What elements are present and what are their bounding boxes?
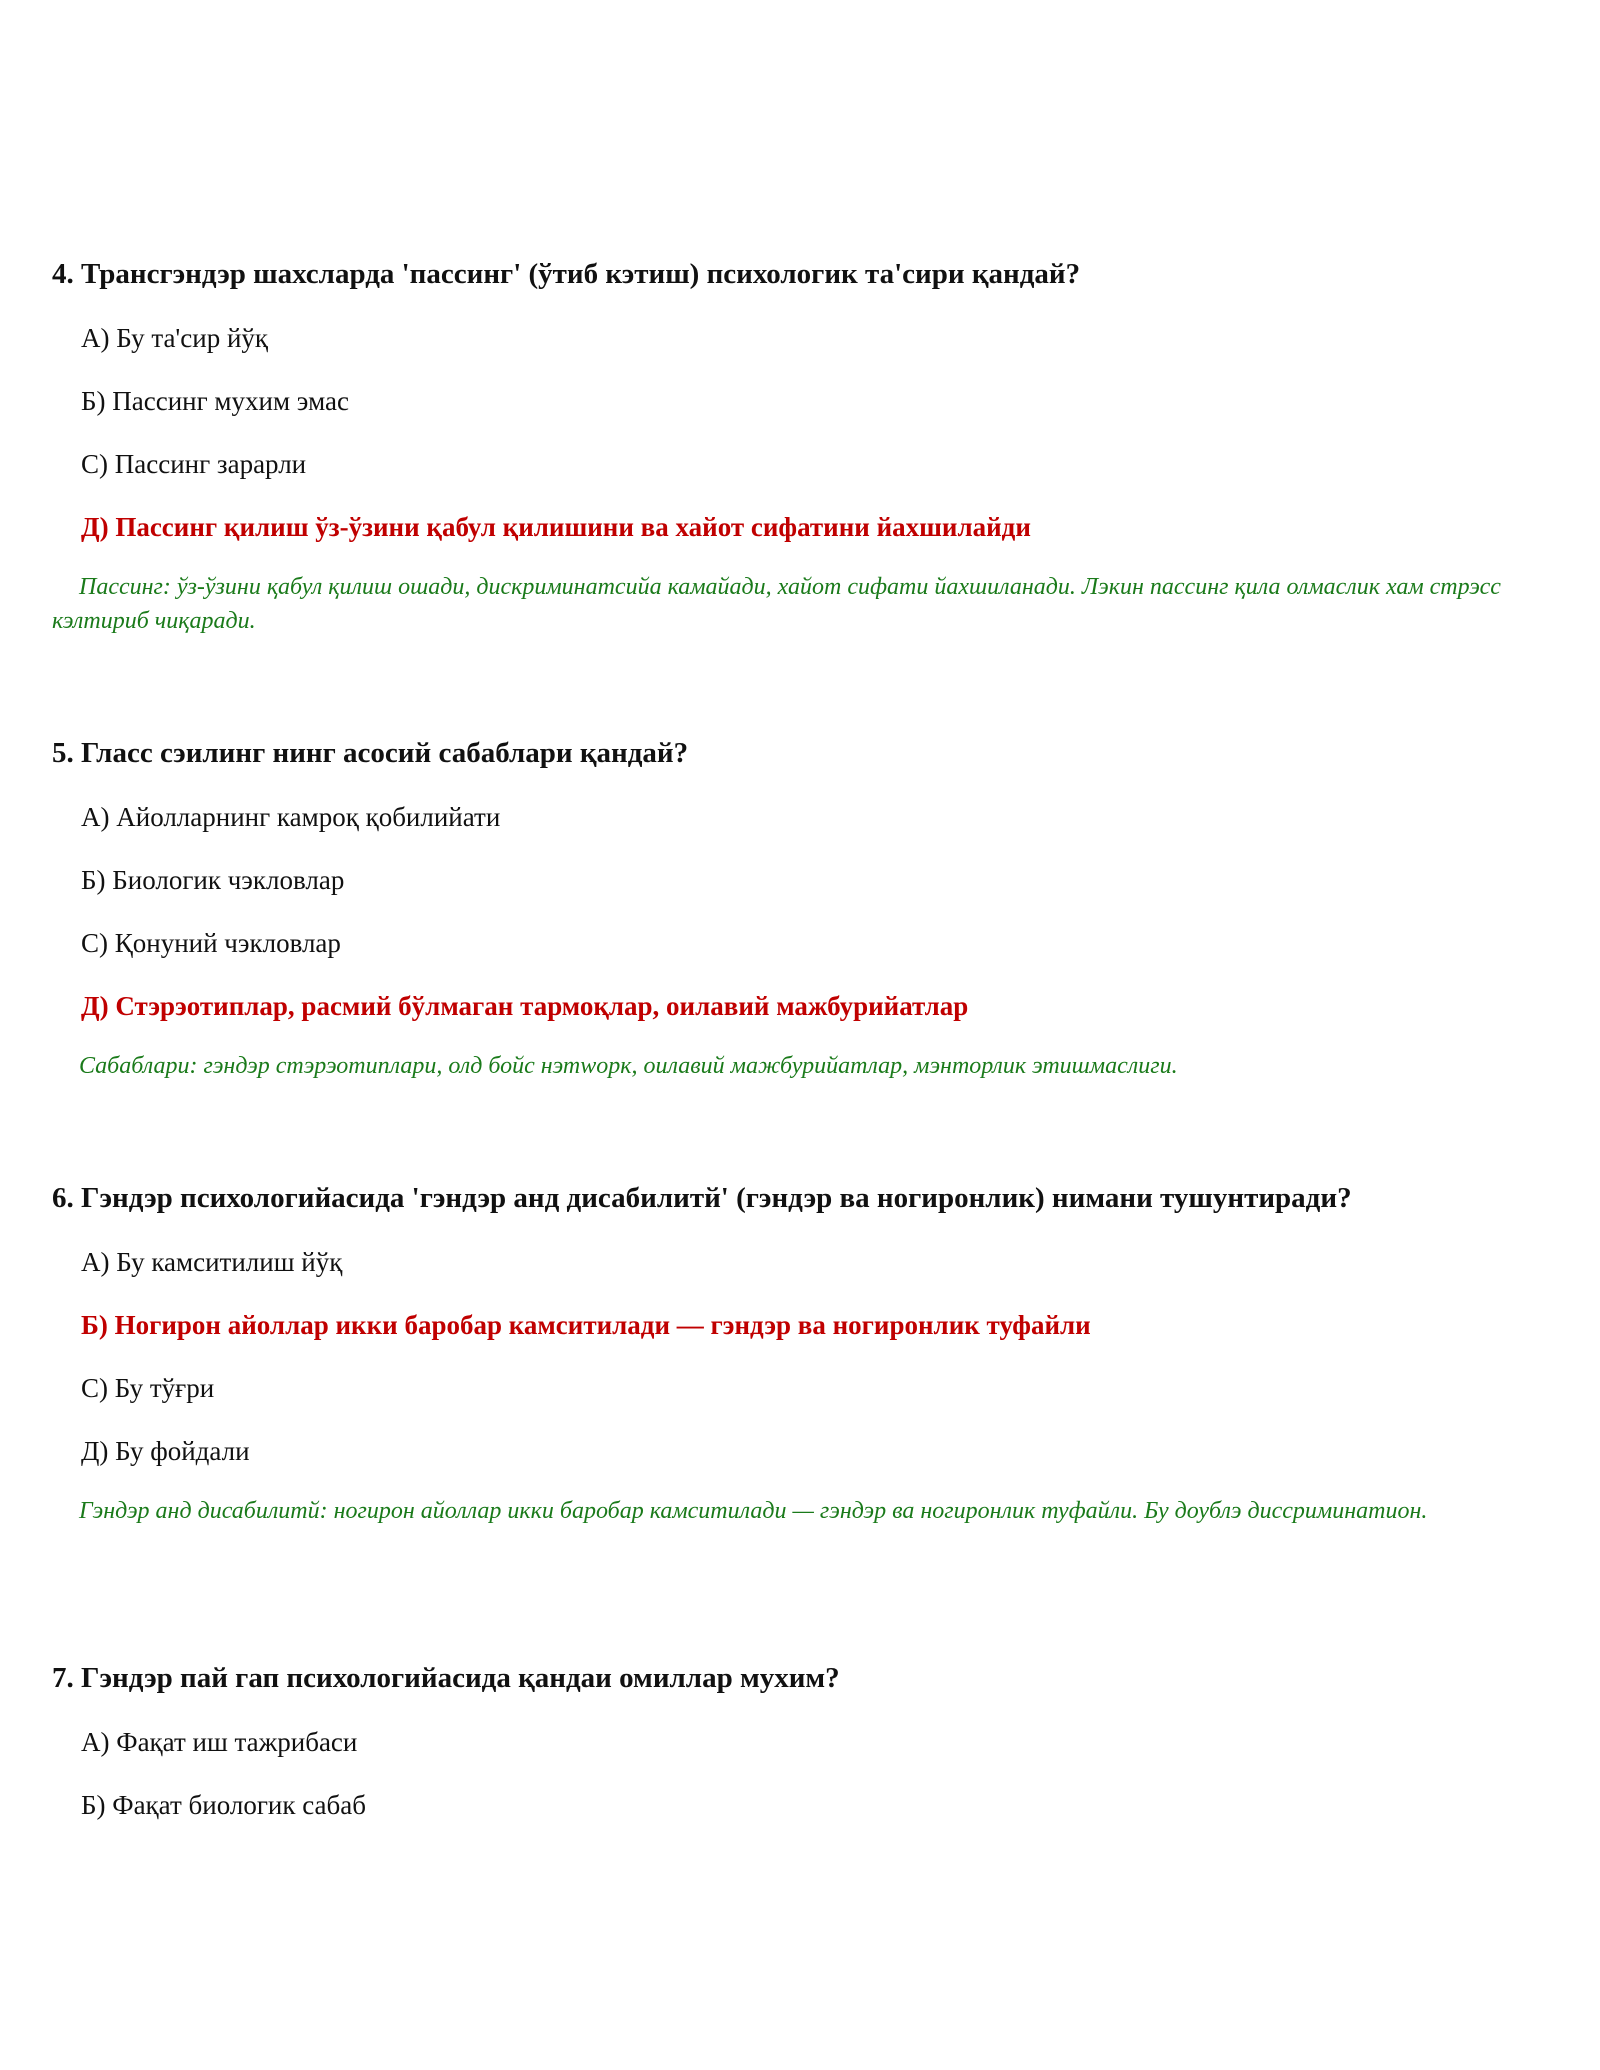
question-title: 7. Гэндэр пай гап психологийасида қандаи омиллар мухим? <box>52 1662 840 1694</box>
question-title: 5. Гласс сэилинг нинг асосий сабаблари қандай? <box>52 737 689 769</box>
option-b: Б) Пассинг мухим эмас <box>81 386 350 416</box>
question-title: 6. Гэндэр психологийасида 'гэндэр анд дисабилитй' (гэндэр ва ногиронлик) нимани тушунтиради? <box>52 1182 1352 1214</box>
option-c: С) Бу тўғри <box>81 1373 215 1403</box>
question-title: 4. Трансгэндэр шахсларда 'пассинг' (ўтиб кэтиш) психологик та'сири қандай? <box>52 258 1081 290</box>
question-6 <box>52 1180 1552 1524</box>
question-4 <box>52 256 1552 634</box>
option-d: Д) Бу фойдали <box>81 1436 250 1466</box>
option-b-correct: Б) Ногирон айоллар икки баробар камситилади — гэндэр ва ногиронлик туфайли <box>81 1310 1091 1340</box>
answer-explanation: Гэндэр анд дисабилитй: ногирон айоллар икки баробар камситилади — гэндэр ва ногиронлик туфайли. Бу доублэ дисcриминатион. <box>79 1498 1428 1524</box>
option-d-correct: Д) Стэрэотиплар, расмий бўлмаган тармоқлар, оилавий мажбурийатлар <box>81 991 969 1021</box>
option-a: А) Бу камситилиш йўқ <box>81 1247 343 1277</box>
option-c: С) Қонуний чэкловлар <box>81 928 341 958</box>
answer-explanation: Сабаблари: гэндэр стэрэотиплари, олд бойс нэтwорк, оилавий мажбурийатлар, мэнторлик этишмаслиги. <box>79 1053 1178 1079</box>
option-a: А) Айолларнинг камроқ қобилийати <box>81 802 501 832</box>
question-7 <box>52 1660 1552 1820</box>
option-b: Б) Фақат биологик сабаб <box>81 1790 366 1820</box>
answer-explanation: Пассинг: ўз-ўзини қабул қилиш ошади, дискриминатсийа камайади, хайот сифати йахшиланади. Лэкин пассинг қила олмаслик хам стрэсс кэлтириб чиқаради. <box>52 574 1501 634</box>
option-a: А) Фақат иш тажрибаси <box>81 1727 358 1757</box>
question-5 <box>52 735 1552 1079</box>
option-c: С) Пассинг зарарли <box>81 449 307 479</box>
option-a: А) Бу та'сир йўқ <box>81 323 269 353</box>
option-b: Б) Биологик чэкловлар <box>81 865 345 895</box>
option-d-correct: Д) Пассинг қилиш ўз-ўзини қабул қилишини ва хайот сифатини йахшилайди <box>81 512 1031 542</box>
